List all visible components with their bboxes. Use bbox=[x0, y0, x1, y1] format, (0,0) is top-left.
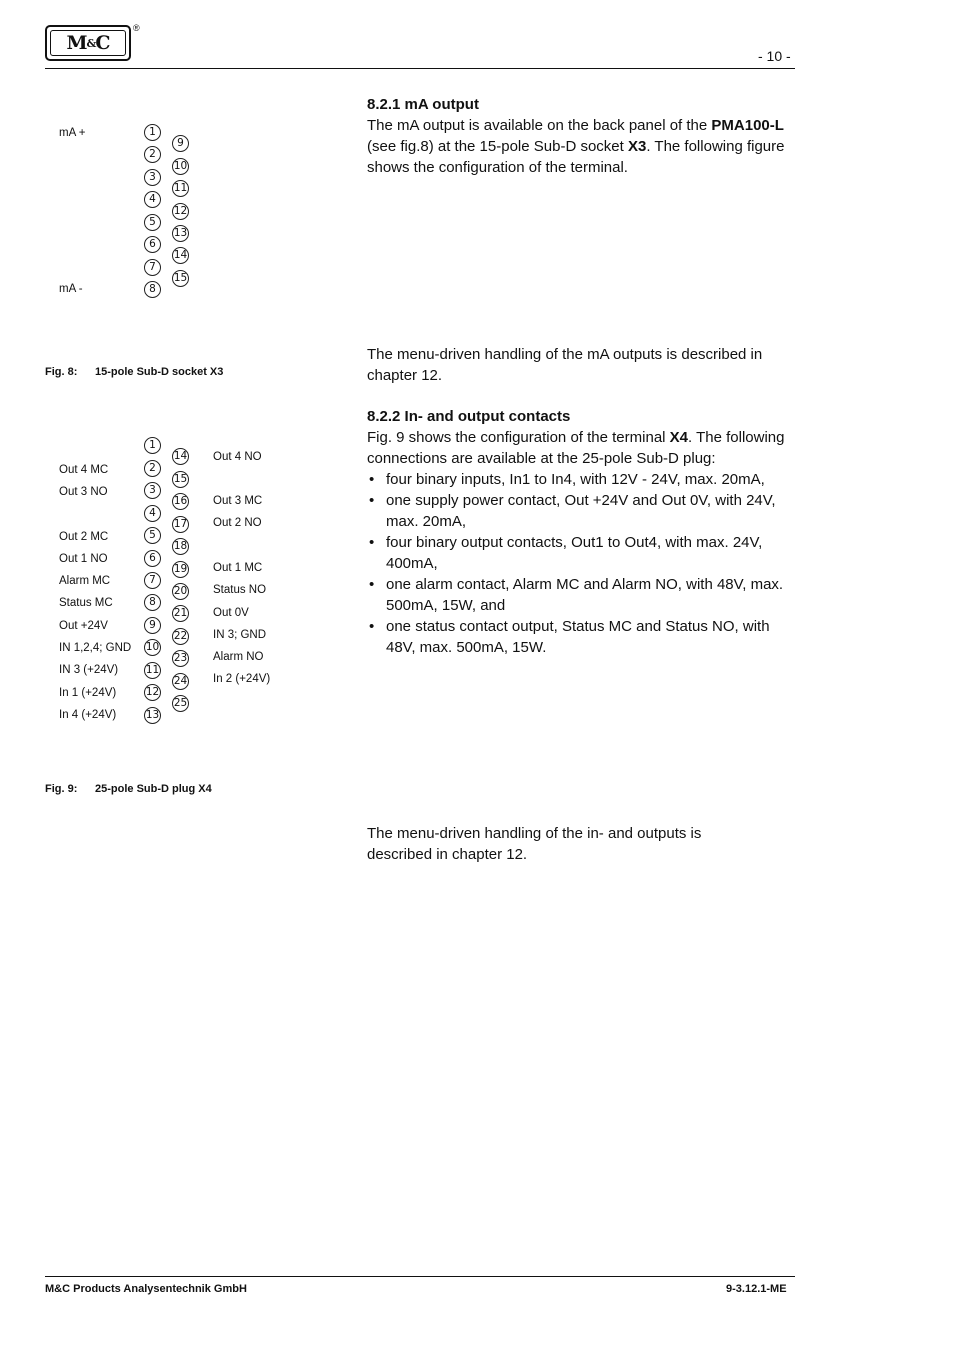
section-heading: 8.2.2 In- and output contacts bbox=[367, 408, 571, 425]
pin: 9 bbox=[144, 617, 161, 634]
figure-caption: Fig. 9: 25-pole Sub-D plug X4 bbox=[45, 783, 212, 795]
pin: 2 bbox=[144, 146, 161, 163]
pin-label: Out 3 MC bbox=[213, 495, 263, 507]
pin: 17 bbox=[172, 516, 189, 533]
pin: 13 bbox=[172, 225, 189, 242]
pin: 5 bbox=[144, 527, 161, 544]
pin: 3 bbox=[144, 169, 161, 186]
list-item: • four binary inputs, In1 to In4, with 12V - 24V, max. 20mA, bbox=[369, 471, 765, 488]
pin-label: Status MC bbox=[59, 597, 113, 609]
label-ma-plus: mA + bbox=[59, 127, 86, 139]
pin-label: In 4 (+24V) bbox=[59, 709, 117, 721]
pin: 19 bbox=[172, 561, 189, 578]
pin-label: Out +24V bbox=[59, 620, 108, 632]
connection-list bbox=[367, 469, 799, 658]
pin-label: Out 3 NO bbox=[59, 486, 108, 498]
pin: 12 bbox=[172, 203, 189, 220]
pin: 4 bbox=[144, 505, 161, 522]
section-8-2-2 bbox=[367, 406, 799, 658]
footer-doc-number: 9-3.12.1-ME bbox=[726, 1283, 787, 1295]
pin: 7 bbox=[144, 259, 161, 276]
pin: 1 bbox=[144, 437, 161, 454]
footer-divider bbox=[45, 1276, 795, 1277]
pin: 8 bbox=[144, 594, 161, 611]
pin-label: IN 3; GND bbox=[213, 629, 267, 641]
pin-label: In 1 (+24V) bbox=[59, 687, 117, 699]
pin: 23 bbox=[172, 650, 189, 667]
paragraph: The mA output is available on the back panel of the PMA100-L (see fig.8) at the 15-pole Sub-D socket X3. The following figure shows the configuration of the terminal. bbox=[367, 117, 785, 176]
pin-label: Out 0V bbox=[213, 607, 249, 619]
list-item: • one supply power contact, Out +24V and Out 0V, with 24V, max. 20mA, bbox=[369, 492, 776, 530]
pin: 16 bbox=[172, 493, 189, 510]
pin-label: Alarm MC bbox=[59, 575, 111, 587]
pin: 4 bbox=[144, 191, 161, 208]
pin: 8 bbox=[144, 281, 161, 298]
pin: 6 bbox=[144, 236, 161, 253]
pin: 11 bbox=[172, 180, 189, 197]
pin: 14 bbox=[172, 448, 189, 465]
pin-label: Out 2 MC bbox=[59, 531, 109, 543]
pin-label: Alarm NO bbox=[213, 651, 264, 663]
pin: 11 bbox=[144, 662, 161, 679]
pin-label: IN 1,2,4; GND bbox=[59, 642, 132, 654]
label-ma-minus: mA - bbox=[59, 283, 83, 295]
pin: 21 bbox=[172, 605, 189, 622]
pin: 24 bbox=[172, 673, 189, 690]
pin: 3 bbox=[144, 482, 161, 499]
pin-label: Out 1 MC bbox=[213, 562, 263, 574]
pin: 20 bbox=[172, 583, 189, 600]
pin-label: In 2 (+24V) bbox=[213, 673, 271, 685]
pin-label: Out 4 MC bbox=[59, 464, 109, 476]
pin: 15 bbox=[172, 270, 189, 287]
pin: 6 bbox=[144, 550, 161, 567]
pin: 5 bbox=[144, 214, 161, 231]
pin: 10 bbox=[144, 639, 161, 656]
pin: 1 bbox=[144, 124, 161, 141]
paragraph: Fig. 9 shows the configuration of the terminal X4. The following connections are available at the 25-pole Sub-D plug: bbox=[367, 429, 785, 467]
registered-mark: ® bbox=[133, 23, 140, 33]
footer-company: M&C Products Analysentechnik GmbH bbox=[45, 1283, 247, 1295]
pin-label: Out 2 NO bbox=[213, 517, 262, 529]
page-number: - 10 - bbox=[758, 48, 791, 64]
pin: 12 bbox=[144, 684, 161, 701]
pin-label: Status NO bbox=[213, 584, 267, 596]
pin: 2 bbox=[144, 460, 161, 477]
figure-caption: Fig. 8: 15-pole Sub-D socket X3 bbox=[45, 366, 224, 378]
pin-label: IN 3 (+24V) bbox=[59, 664, 119, 676]
pin: 7 bbox=[144, 572, 161, 589]
list-item: • one status contact output, Status MC and Status NO, with 48V, max. 500mA, 15W. bbox=[369, 618, 770, 656]
pin: 25 bbox=[172, 695, 189, 712]
pin: 15 bbox=[172, 471, 189, 488]
pin: 22 bbox=[172, 628, 189, 645]
pin-label: Out 4 NO bbox=[213, 451, 262, 463]
list-item: • one alarm contact, Alarm MC and Alarm NO, with 48V, max. 500mA, 15W, and bbox=[369, 576, 784, 614]
paragraph-io-handling: The menu-driven handling of the in- and outputs is described in chapter 12. bbox=[367, 825, 702, 863]
pin: 10 bbox=[172, 158, 189, 175]
paragraph-ma-handling: The menu-driven handling of the mA outputs is described in chapter 12. bbox=[367, 346, 763, 384]
list-item: • four binary output contacts, Out1 to Out4, with max. 24V, 400mA, bbox=[369, 534, 763, 572]
pin: 9 bbox=[172, 135, 189, 152]
pin: 18 bbox=[172, 538, 189, 555]
pin-label: Out 1 NO bbox=[59, 553, 108, 565]
pin: 13 bbox=[144, 707, 161, 724]
company-logo bbox=[45, 25, 131, 61]
section-8-2-1 bbox=[367, 94, 799, 178]
logo-text: M&C bbox=[50, 30, 126, 56]
pin: 14 bbox=[172, 247, 189, 264]
section-heading: 8.2.1 mA output bbox=[367, 96, 479, 113]
header-divider bbox=[45, 68, 795, 69]
